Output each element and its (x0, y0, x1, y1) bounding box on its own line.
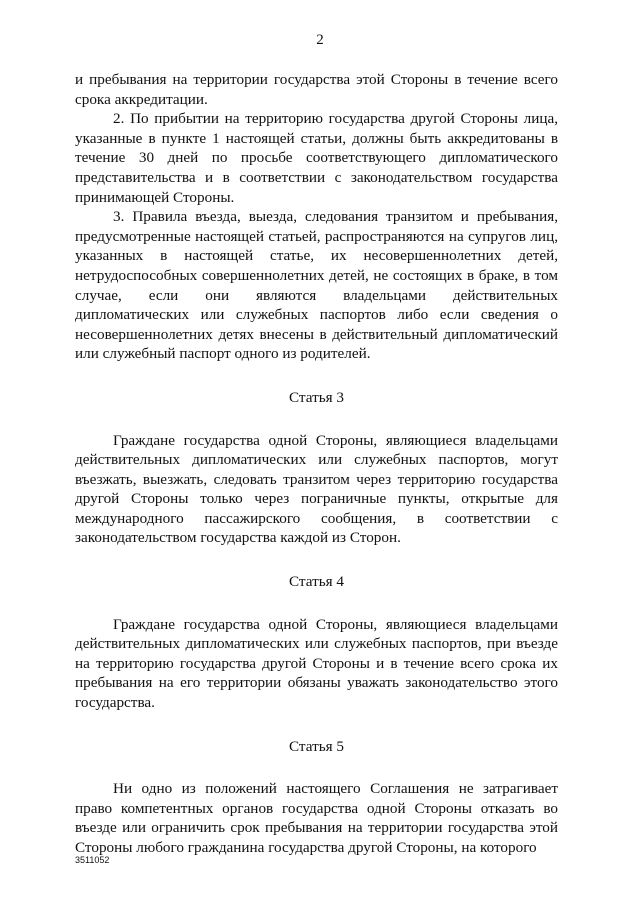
paragraph-continuation: и пребывания на территории государства этой Стороны в течение всего срока аккредитации. (75, 71, 558, 108)
article-5-text: Ни одно из положений настоящего Соглашения не затрагивает право компетентных органов государства одной Стороны отказать во въезде или ограничить срок пребывания на территории государства этой Стороны любого гражданина государства другой Стороны, на которого (75, 780, 558, 856)
page-number: 2 (316, 32, 324, 48)
paragraph-item-3: 3. Правила въезда, выезда, следования транзитом и пребывания, предусмотренные настоящей статьей, распространяются на супругов лиц, указанных в настоящей статье, их несовершеннолетних детей, нетрудоспособных совершеннолетних детей, не состоящих в браке, в том случае, если они являются владельцами действительных дипломатических или служебных паспортов либо если сведения о несовершеннолетних детях внесены в действительный дипломатический или служебный паспорт одного из родителей. (75, 208, 558, 363)
article-3-text: Граждане государства одной Стороны, являющиеся владельцами действительных дипломатических или служебных паспортов, могут въезжать, выезжать, следовать транзитом через территорию государства другой Стороны только через пограничные пункты, открытые для международного пассажирского сообщения, в соответствии с законодательством государства каждой из Сторон. (75, 431, 558, 547)
article-3-heading: Статья 3 (288, 388, 345, 406)
document-code: 3511052 (75, 855, 110, 865)
article-5-heading: Статья 5 (288, 737, 345, 755)
article-4-heading: Статья 4 (288, 573, 345, 591)
paragraph-item-2: 2. По прибытии на территорию государства другой Стороны лица, указанные в пункте 1 настоящей статьи, должны быть аккредитованы в течение 30 дней по просьбе соответствующего дипломатического представительства и в соответствии с законодательством государства принимающей Стороны. (75, 110, 558, 206)
document-body (75, 70, 558, 858)
article-4-text: Граждане государства одной Стороны, являющиеся владельцами действительных дипломатических или служебных паспортов, при въезде на территорию государства другой Стороны и в течение всего срока их пребывания на его территории обязаны уважать законодательство этого государства. (75, 615, 558, 712)
